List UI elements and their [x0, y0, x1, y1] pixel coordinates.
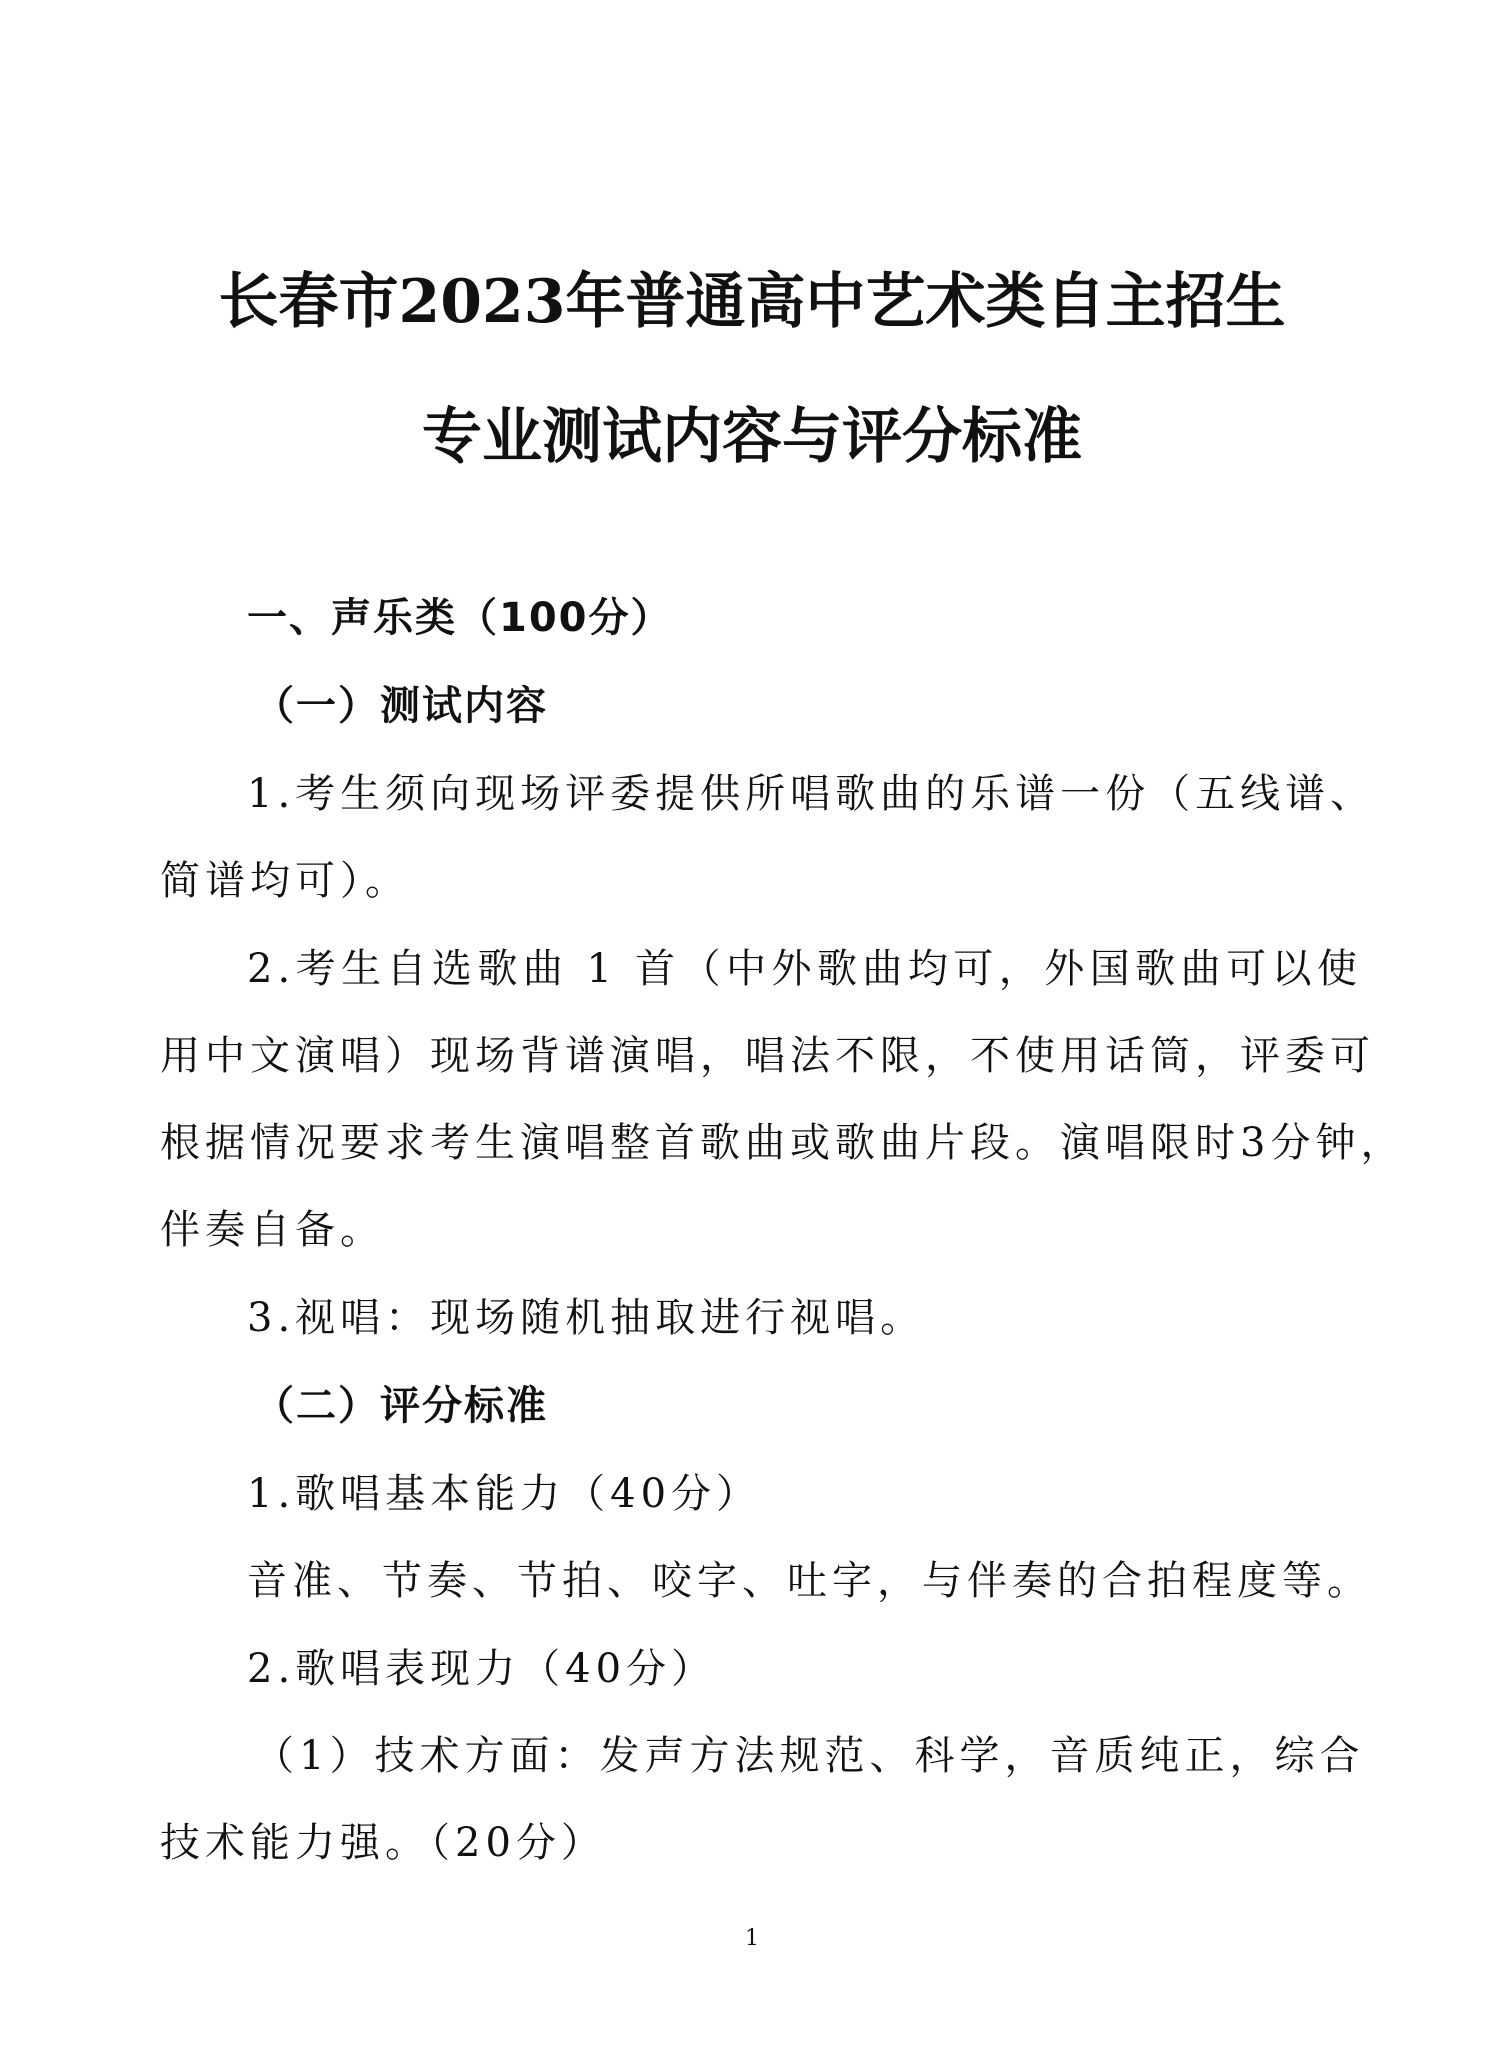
paragraph-line: 2.考生自选歌曲 1 首（中外歌曲均可，外国歌曲可以使 — [247, 946, 1362, 992]
paragraph-line: 2.歌唱表现力（40分） — [247, 1646, 717, 1692]
paragraph-line: 技术能力强。（20分） — [160, 1820, 606, 1866]
subsection-heading-scoring: （二）评分标准 — [254, 1383, 548, 1429]
page-number: 1 — [745, 1926, 759, 1951]
paragraph-line: 音准、节奏、节拍、咬字、吐字，与伴奏的合拍程度等。 — [247, 1558, 1372, 1604]
paragraph-line: 简谱均可）。 — [160, 858, 410, 904]
paragraph-line: 1.歌唱基本能力（40分） — [247, 1471, 762, 1517]
paragraph-line: 用中文演唱）现场背谱演唱，唱法不限，不使用话筒，评委可 — [160, 1033, 1375, 1079]
document-title-line-2: 专业测试内容与评分标准 — [422, 402, 1082, 472]
paragraph-line: （1）技术方面：发声方法规范、科学，音质纯正，综合 — [254, 1733, 1365, 1779]
paragraph-line: 3.视唱：现场随机抽取进行视唱。 — [247, 1295, 926, 1341]
paragraph-line: 伴奏自备。 — [160, 1207, 385, 1253]
paragraph-line: 1.考生须向现场评委提供所唱歌曲的乐谱一份（五线谱、 — [247, 771, 1376, 817]
section-heading-vocal: 一、声乐类（100分） — [247, 595, 673, 641]
paragraph-line: 根据情况要求考生演唱整首歌曲或歌曲片段。演唱限时3分钟， — [160, 1120, 1406, 1166]
document-title-line-1: 长春市2023年普通高中艺术类自主招生 — [218, 267, 1286, 337]
subsection-heading-test-content: （一）测试内容 — [254, 683, 548, 729]
